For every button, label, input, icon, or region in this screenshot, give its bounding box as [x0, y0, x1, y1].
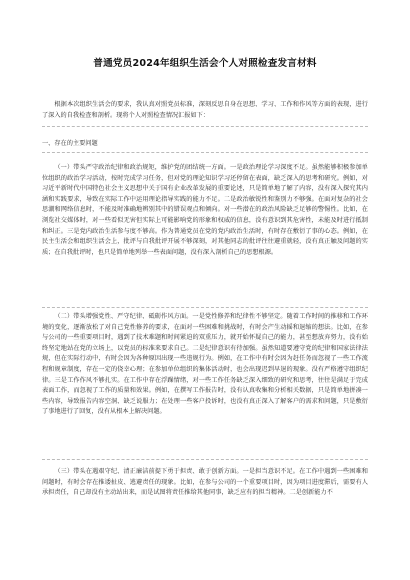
intro-paragraph: 根据本次组织生活会的要求，我认真对照党员标准，深刻反思自身在思想、学习、工作和作风等方面的表现，进行了深入的自我检查和剖析。现将个人对照检查情况汇报如下： — [42, 101, 368, 119]
divider — [42, 152, 368, 153]
section1-heading: 一、存在的主要问题 — [42, 140, 98, 147]
paragraph-block-3 — [42, 467, 368, 499]
divider — [42, 307, 368, 308]
divider — [42, 126, 368, 127]
intro-block — [42, 100, 368, 121]
paragraph-block-1 — [42, 163, 368, 258]
document-title: 普通党员2024年组织生活会个人对照检查发言材料 — [93, 58, 317, 69]
paragraph-block-2 — [42, 312, 368, 418]
body-paragraph-1: （一）带头严守政治纪律和政治规矩，维护党的团结统一方面。一是政治理论学习深度不足。虽然能够积极参加单位组织的政治学习活动，按时完成学习任务，但对党的理论知识学习还停留在表面，缺乏深入的思考和研究。例如，对习近平新时代中国特色社会主义思想中关于国有企业改革发展的重要论述，只是简单地了解了内容，没有深入探究其内涵和实践要求，导致在实际工作中运用理论指导实践的能力不足。二是政治敏锐性和鉴别力不够强。在面对复杂的社会思潮和网络信息时，不能及时准确地辨别其中的错误观点和倾向。对一些潜在的政治风险缺乏足够的警惕性。比如，在浏览社交媒体时，对一些看似无害但实际上可能影响党的形象和权威的信息，没有意识到其危害性，未能及时进行抵制和纠正。三是党内政治生活参与度不够高。作为普通党员在党的党内政治生活时，有时存在敷衍了事的心态。例如，在民主生活会和组织生活会上，批评与自我批评开展不够深刻，对其他同志的批评往往避重就轻，没有真正触及问题的实质；在自我批评时，也只是简单地列举一些表面问题，没有深入剖析自己的思想根源。 — [42, 164, 368, 256]
body-paragraph-3: （三）带头在遇艰守纪、清正廉洁前提下勇于担责、敢于创新方面。一是担当意识不足。在工作中遇到一些困难和问题时，有时会存在推诿扯皮、逃避责任的现象。比如，在参与公司的一个重要项目时，因为项目进度滞后，需要有人承担责任，自己却没有主动站出来，而是试图将责任推给其他同事，缺乏应有的担当精神。二是创新能力不 — [42, 468, 368, 497]
divider — [42, 459, 368, 460]
body-paragraph-2: （二）带头增强党性、严守纪律、砥砺作风方面。一是党性修养和纪律性不够坚定。随着工作时间的推移和工作环境的变化，逐渐放松了对自己党性修养的要求，在面对一些困难和挑战时，有时会产生动摇和退缩的想法。比如，在参与公司的一些重要项目时，遇到了技术难题和时间紧迫的双重压力，就开始怀疑自己的能力，甚至想放弃努力，没有始终坚定地站在党的立场上，以党员的标准来要求自己。二是纪律意识有待加强。虽然知道要遵守党的纪律和国家法律法规，但在实际行动中，有时会因为各种原因出现一些违规行为。例如，在工作中有时会因为赶任务而忽视了一些工作流程和规章制度，存在一定的侥幸心理；在参加单位组织的集体活动时，也会出现迟到早退的现象。没有严格遵守组织纪律。三是工作作风不够扎实。在工作中存在浮躁情绪，对一些工作任务缺乏深入细致的研究和思考，往往是满足于完成表面工作，而忽视了工作的质量和效果。例如，在撰写工作报告时，没有认真收集和分析相关数据，只是简单地拼凑一些内容，导致报告内容空洞、缺乏说服力；在处理一些客户投诉时，也没有真正深入了解客户的需求和问题，只是敷衍了事地进行了回复，没有从根本上解决问题。 — [42, 313, 368, 416]
section1-heading-block — [42, 139, 368, 150]
